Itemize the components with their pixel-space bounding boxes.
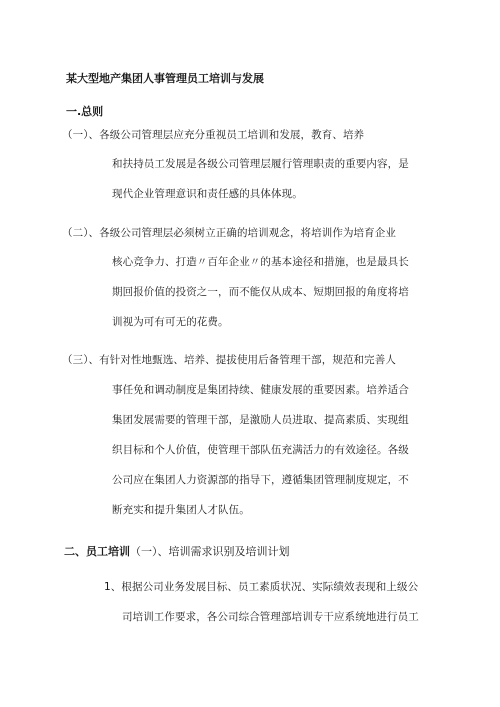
paragraph-line: 期回报价值的投资之一，而不能仅从成本、短期回报的角度将培 bbox=[112, 286, 409, 298]
paragraph-line: 和扶持员工发展是各级公司管理层履行管理职责的重要内容，是 bbox=[112, 158, 409, 170]
paragraph-line: 1、根据公司业务发展目标、员工素质状况、实际绩效表现和上级公 bbox=[104, 581, 419, 593]
paragraph-line: 训视为可有可无的花费。 bbox=[112, 316, 229, 328]
section-heading-bold: 二、员工培训 bbox=[64, 545, 130, 558]
paragraph-line: 司培训工作要求，各公司综合管理部培训专干应系统地进行员工 bbox=[122, 611, 419, 623]
section-heading-general: 一.总则 bbox=[66, 105, 104, 118]
paragraph-line: 核心竞争力、打造〃百年企业〃的基本途径和措施，也是最具长 bbox=[112, 256, 409, 268]
document-title: 某大型地产集团人事管理员工培训与发展 bbox=[66, 72, 264, 85]
paragraph-line: 现代企业管理意识和责任感的具体体现。 bbox=[112, 188, 303, 200]
section-heading-subtitle: （一）、培训需求识别及培训计划 bbox=[130, 545, 290, 558]
paragraph-line: （一）、各级公司管理层应充分重视员工培训和发展，教育、培养 bbox=[62, 129, 365, 141]
paragraph-line: （三）、有针对性地甄选、培养、提拔使用后备管理干部，规范和完善人 bbox=[62, 354, 396, 366]
paragraph-line: 断充实和提升集团人才队伍。 bbox=[112, 504, 250, 516]
paragraph-line: （二）、各级公司管理层必须树立正确的培训观念，将培训作为培育企业 bbox=[62, 227, 396, 239]
paragraph-line: 集团发展需要的管理干部，是激励人员进取、提高素质、实现组 bbox=[112, 414, 409, 426]
paragraph-line: 织目标和个人价值，使管理干部队伍充满活力的有效途径。各级 bbox=[112, 444, 409, 456]
paragraph-line: 事任免和调动制度是集团持续、健康发展的重要因素。培养适合 bbox=[112, 384, 409, 396]
paragraph-line: 公司应在集团人力资源部的指导下，遵循集团管理制度规定，不 bbox=[112, 474, 409, 486]
section-heading-training bbox=[64, 543, 290, 559]
